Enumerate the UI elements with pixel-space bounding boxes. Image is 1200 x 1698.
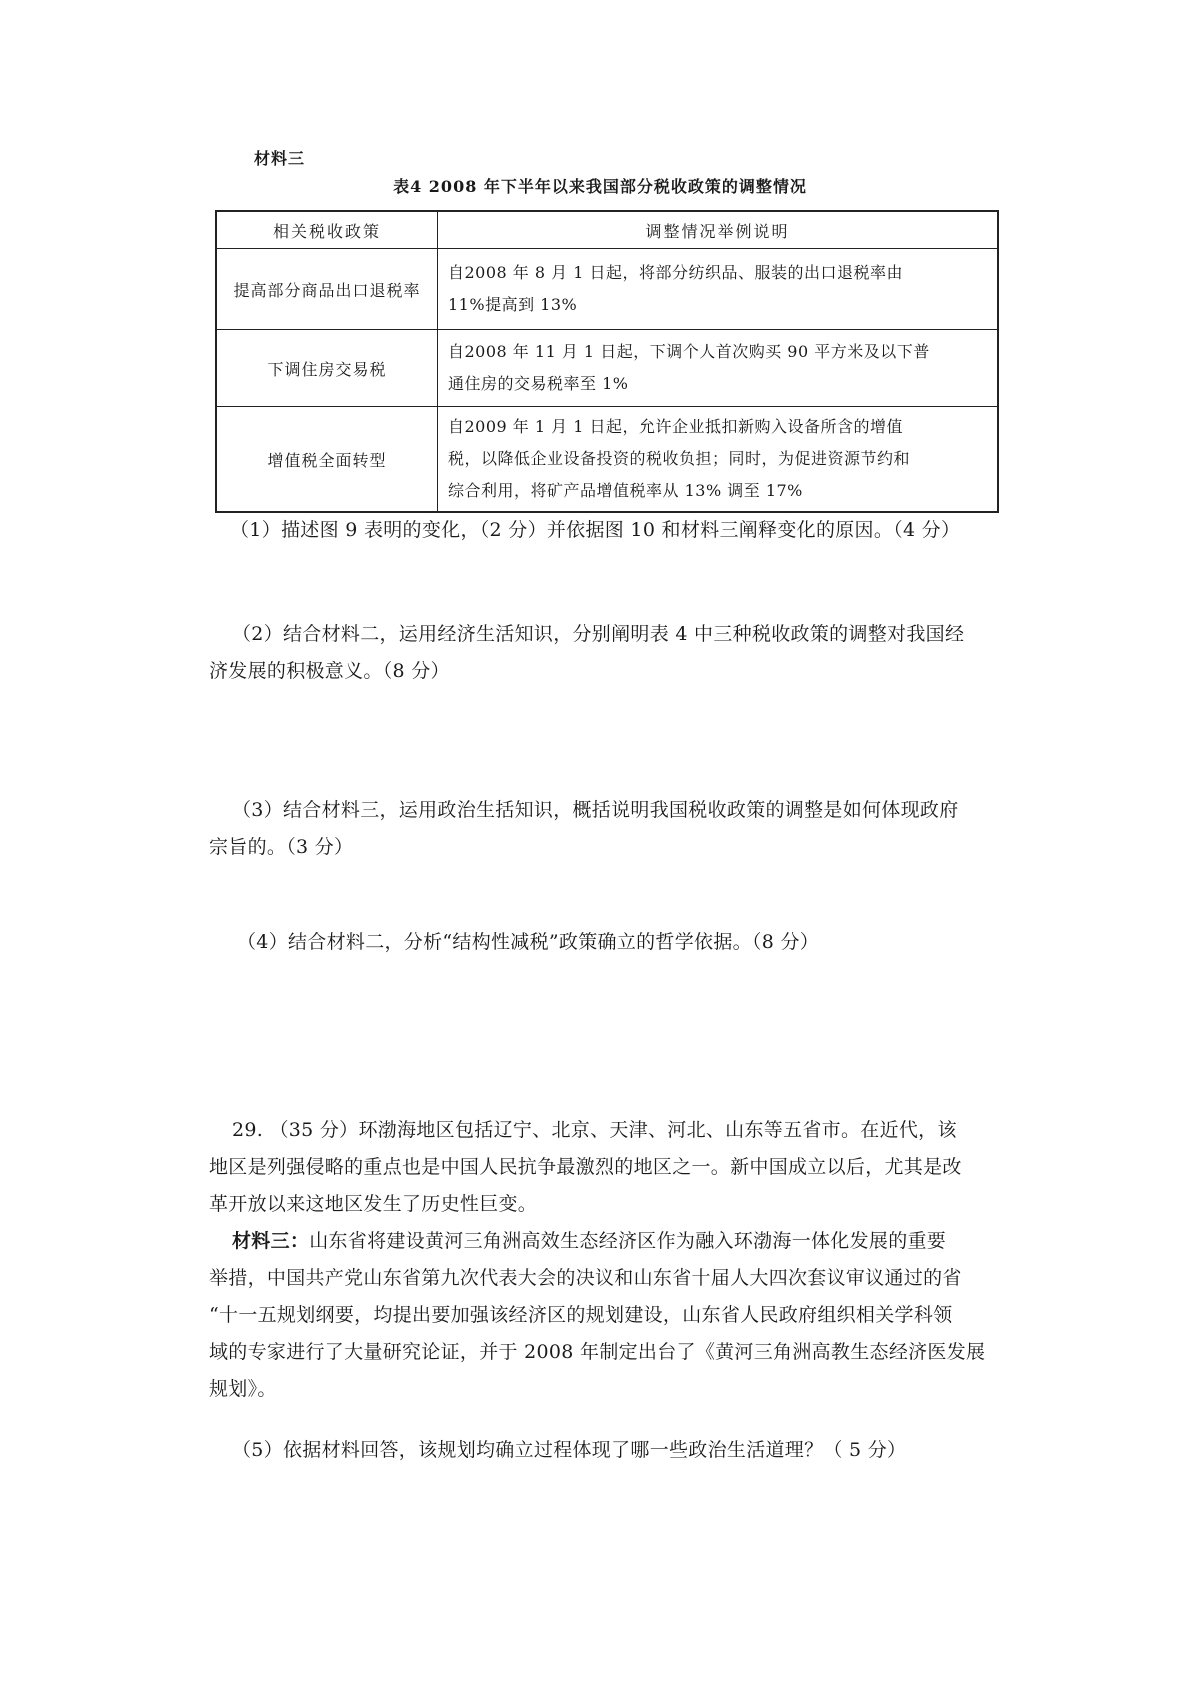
question-line: （2）结合材料二，运用经济生活知识，分别阐明表 4 中三种税收政策的调整对我国经 [232,623,965,645]
question-line: 地区是列强侵略的重点也是中国人民抗争最激烈的地区之一。新中国成立以后，尤其是改 [209,1156,962,1178]
table-cell-policy: 增值税全面转型 [216,407,438,513]
desc-line: 自2008 年 8 月 1 日起，将部分纺织品、服装的出口退税率由 [448,263,904,282]
desc-line: 综合利用，将矿产品增值税率从 13% 调至 17% [448,481,803,500]
table-cell-desc [438,407,999,513]
question-29 [209,1112,1032,1408]
question-line: 规划》。 [209,1378,277,1400]
table-cell-desc [438,249,999,330]
table-row [216,249,998,330]
material-3-title: 材料三： [232,1230,310,1252]
table-caption: 表4 2008 年下半年以来我国部分税收政策的调整情况 [393,177,807,196]
question-line: “十一五规划纲要，均提出要加强该经济区的规划建设，山东省人民政府组织相关学科领 [209,1304,953,1326]
question-line: 宗旨的。（3 分） [209,836,354,858]
desc-line: 通住房的交易税率至 1% [448,374,629,393]
question-line: 山东省将建设黄河三角洲高效生态经济区作为融入环渤海一体化发展的重要 [309,1230,947,1252]
desc-line: 自2008 年 11 月 1 日起，下调个人首次购买 90 平方米及以下普 [448,342,930,361]
table-cell-policy: 提高部分商品出口退税率 [216,249,438,330]
question-3 [209,792,1032,866]
question-5: （5）依据材料回答，该规划均确立过程体现了哪一些政治生活道理？（ 5 分） [232,1439,907,1461]
question-line: （3）结合材料三，运用政治生括知识，概括说明我国税收政策的调整是如何体现政府 [232,799,959,821]
question-line: 域的专家进行了大量研究论证，并于 2008 年制定出台了《黄河三角洲高教生态经济医发展 [209,1341,986,1363]
table-cell-policy: 下调住房交易税 [216,330,438,407]
table-header-row [216,211,998,249]
question-line: 济发展的积极意义。（8 分） [209,660,450,682]
table-cell-desc [438,330,999,407]
table-header-desc: 调整情况举例说明 [438,211,999,249]
question-line: 革开放以来这地区发生了历史性巨变。 [209,1193,538,1215]
material-label: 材料三 [254,149,306,168]
table-row [216,330,998,407]
tax-policy-table [215,210,999,513]
table-row [216,407,998,513]
question-line: 举措，中国共产党山东省第九次代表大会的决议和山东省十届人大四次套议审议通过的省 [209,1267,962,1289]
question-line: 29. （35 分）环渤海地区包括辽宁、北京、天津、河北、山东等五省市。在近代，该 [232,1119,957,1141]
question-4: （4）结合材料二，分析“结构性减税”政策确立的哲学依据。（8 分） [237,931,820,953]
desc-line: 税，以降低企业设备投资的税收负担；同时，为促进资源节约和 [448,449,911,468]
desc-line: 自2009 年 1 月 1 日起，允许企业抵扣新购入设备所含的增值 [448,417,904,436]
desc-line: 11%提高到 13% [448,295,578,314]
question-2 [209,616,1032,690]
material-3-paragraph [232,1223,1032,1260]
table-header-policy: 相关税收政策 [216,211,438,249]
question-1: （1）描述图 9 表明的变化，（2 分）并依据图 10 和材料三阐释变化的原因。（4 分） [230,519,961,541]
